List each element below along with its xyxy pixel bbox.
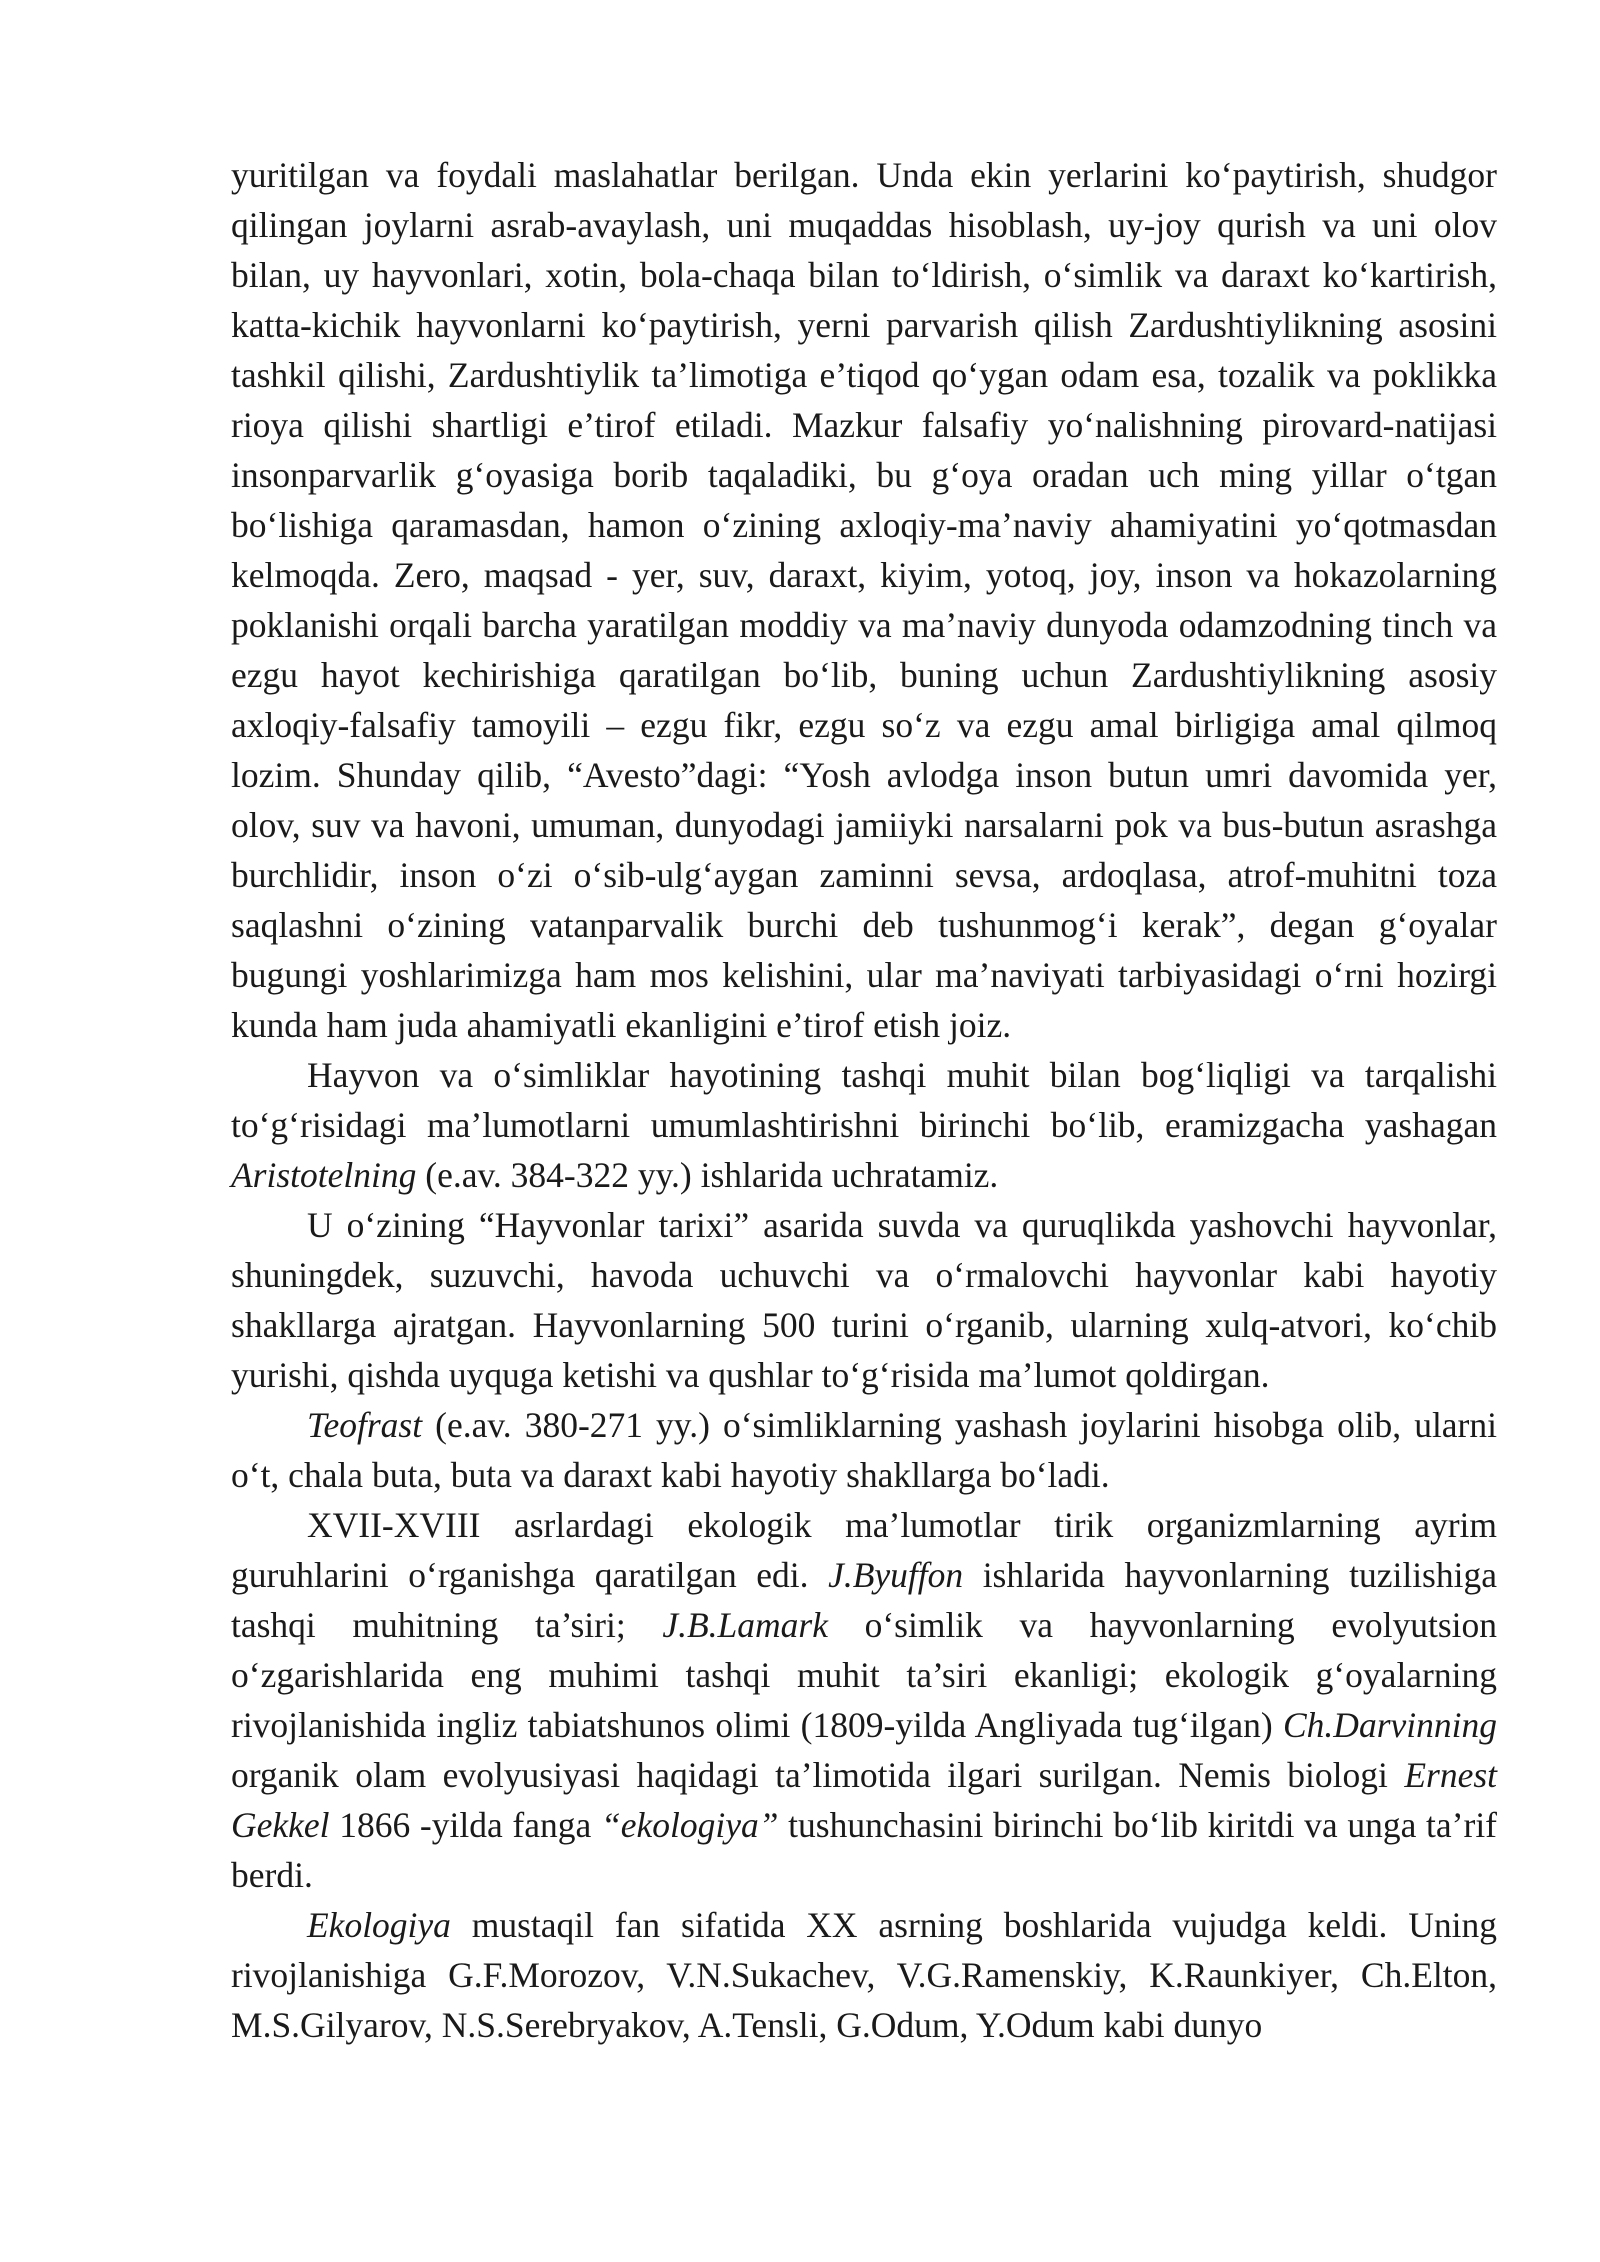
text-run: (e.av. 380-271 yy.) o‘simliklarning yashash joylarini hisobga olib, ularni o‘t, chala buta, buta va daraxt kabi hayotiy shakllarga bo‘ladi. xyxy=(231,1405,1497,1495)
text-run: tushunchasini birinchi bo‘lib kiritdi va unga ta’rif berdi. xyxy=(231,1805,1498,1895)
italic-name: Ch.Darvinning xyxy=(1283,1705,1497,1745)
text-run: ishlarida hayvonlarning tuzilishiga tashqi muhitning ta’siri; xyxy=(231,1555,1497,1645)
paragraph-4 xyxy=(231,1400,1497,1500)
italic-name: Ernest Gekkel xyxy=(231,1755,1497,1845)
text-run: o‘simlik va hayvonlarning evolyutsion o‘zgarishlarida eng muhimi tashqi muhit ta’siri ekanligi; ekologik g‘oyalarning rivojlanishida ingliz tabiatshunos olimi (1809-yilda Angliyada tug‘ilgan) xyxy=(231,1605,1497,1745)
text-run: 1866 -yilda fanga xyxy=(329,1805,601,1845)
paragraph-6 xyxy=(231,1900,1497,2050)
text-run: U o‘zining “Hayvonlar tarixi” asarida suvda va quruqlikda yashovchi hayvonlar, shuningdek, suzuvchi, havoda uchuvchi va o‘rmalovchi hayvonlar kabi hayotiy shakllarga ajratgan. Hayvonlarning 500 turini o‘rganib, ularning xulq-atvori, ko‘chib yurishi, qishda uyquga ketishi va qushlar to‘g‘risida ma’lumot qoldirgan. xyxy=(231,1205,1497,1395)
italic-name: Aristotelning xyxy=(231,1155,417,1195)
paragraph-3 xyxy=(231,1200,1497,1400)
text-run: mustaqil fan sifatida XX asrning boshlarida vujudga keldi. Uning rivojlanishiga G.F.Morozov, V.N.Sukachev, V.G.Ramenskiy, K.Raunkiyer, Ch.Elton, M.S.Gilyarov, N.S.Serebryakov, A.Tensli, G.Odum, Y.Odum kabi dunyo xyxy=(231,1905,1497,2045)
italic-name: Teofrast xyxy=(307,1405,423,1445)
document-page xyxy=(231,150,1497,2050)
paragraph-2 xyxy=(231,1050,1497,1200)
text-run: organik olam evolyusiyasi haqidagi ta’limotida ilgari surilgan. Nemis biologi xyxy=(231,1755,1405,1795)
paragraph-1 xyxy=(231,150,1497,1050)
text-run: Hayvon va o‘simliklar hayotining tashqi muhit bilan bog‘liqligi va tarqalishi to‘g‘risidagi ma’lumotlarni umumlashtirishni birinchi bo‘lib, eramizgacha yashagan xyxy=(231,1055,1497,1145)
paragraph-5 xyxy=(231,1500,1497,1900)
italic-name: J.B.Lamark xyxy=(662,1605,828,1645)
italic-term: “ekologiya” xyxy=(600,1805,779,1845)
text-run: XVII-XVIII asrlardagi ekologik ma’lumotlar tirik organizmlarning ayrim guruhlarini o‘rganishga qaratilgan edi. xyxy=(231,1505,1497,1595)
text-run: yuritilgan va foydali maslahatlar berilgan. Unda ekin yerlarini ko‘paytirish, shudgor qilingan joylarni asrab-avaylash, uni muqaddas hisoblash, uy-joy qurish va uni olov bilan, uy hayvonlari, xotin, bola-chaqa bilan to‘ldirish, o‘simlik va daraxt ko‘kartirish, katta-kichik hayvonlarni ko‘paytirish, yerni parvarish qilish Zardushtiylikning asosini tashkil qilishi, Zardushtiylik ta’limotiga e’tiqod qo‘ygan odam esa, tozalik va poklikka rioya qilishi shartligi e’tirof etiladi. Mazkur falsafiy yo‘nalishning pirovard-natijasi insonparvarlik g‘oyasiga borib taqaladiki, bu g‘oya oradan uch ming yillar o‘tgan bo‘lishiga qaramasdan, hamon o‘zining axloqiy-ma’naviy ahamiyatini yo‘qotmasdan kelmoqda. Zero, maqsad - yer, suv, daraxt, kiyim, yotoq, joy, inson va hokazolarning poklanishi orqali barcha yaratilgan moddiy va ma’naviy dunyoda odamzodning tinch va ezgu hayot kechirishiga qaratilgan bo‘lib, buning uchun Zardushtiylikning asosiy axloqiy-falsafiy tamoyili – ezgu fikr, ezgu so‘z va ezgu amal birligiga amal qilmoq lozim. Shunday qilib, “Avesto”dagi: “Yosh avlodga inson butun umri davomida yer, olov, suv va havoni, umuman, dunyodagi jamiiyki narsalarni pok va bus-butun asrashga burchlidir, inson o‘zi o‘sib-ulg‘aygan zaminni sevsa, ardoqlasa, atrof-muhitni toza saqlashni o‘zining vatanparvalik burchi deb tushunmog‘i kerak”, degan g‘oyalar bugungi yoshlarimizga ham mos kelishini, ular ma’naviyati tarbiyasidagi o‘rni hozirgi kunda ham juda ahamiyatli ekanligini e’tirof etish joiz. xyxy=(231,155,1497,1045)
italic-name: J.Byuffon xyxy=(828,1555,964,1595)
text-run: (e.av. 384-322 yy.) ishlarida uchratamiz. xyxy=(416,1155,999,1195)
italic-term: Ekologiya xyxy=(307,1905,451,1945)
